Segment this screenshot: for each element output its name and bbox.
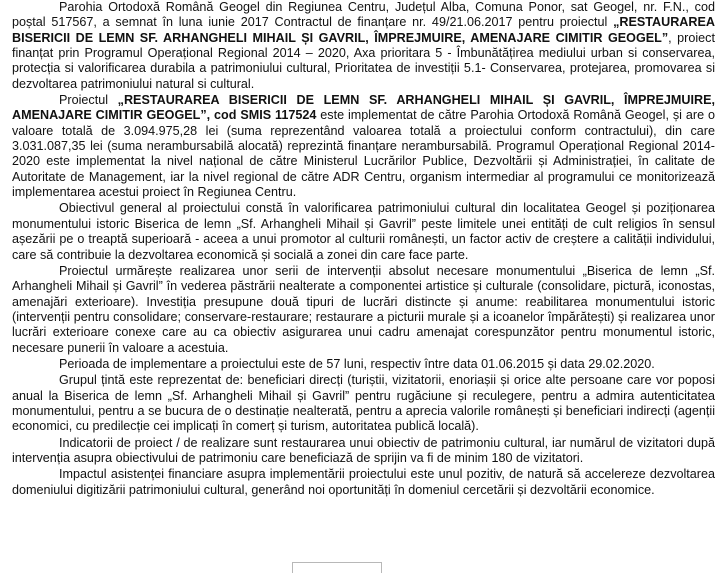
paragraph-intro-text-c: , proiect finanțat prin Programul Operațional Regional 2014 – 2020, Axa prioritara 5 - Îmbunătățirea mediului urban si conservarea, protecția si valorificarea durabila a patrimoniului cultural, Prioritatea de investiții 5.1- Conservarea, protejarea, promovarea si dezvoltarea patrimoniului natural si cultural. (12, 30, 715, 91)
paragraph-project-value-text-c: este implementat de către Parohia Ortodoxă Română Geogel, și are o valoare totală de 3.094.975,28 lei (suma reprezentând valoarea totală a proiectului conform contractului), din care 3.031.087,35 lei (suma nerambursabilă alocată) reprezintă finanțare nerambursabilă. Programul Operațional Regional 2014-2020 este implementat la nivel național de către Ministerul Lucrărilor Publice, Dezvoltării și Administrației, în calitate de Autoritate de Management, iar la nivel regional de către ADR Centru, organism intermediar al programului ce monitorizează implementarea acestui proiect în Regiunea Centru. (12, 108, 715, 200)
paragraph-project-value-text-a: Proiectul (59, 93, 118, 108)
page-footer-box (292, 562, 382, 573)
paragraph-interventions: Proiectul urmărește realizarea unor serii de intervenții absolut necesare monumentului „Biserica de lemn „Sf. Arhangheli Mihail și Gavril” în vederea păstrării nealterate a componentei artistice și culturale (consolidare, pictură, iconostas, amenajări exterioare). Investiția presupune două tipuri de lucrări distincte și anume: reabilitarea monumentului istoric (intervenții pentru consolidare; conservare-restaurare; restaurare a picturii murale și a icoanelor împărătești) și realizarea unor lucrări exterioare conexe care au ca obiectiv asigurarea unui cadru amenajat corespunzător pentru monumentul istoric, necesare punerii în valoare a acestuia. (12, 263, 715, 355)
project-title-bold: „RESTAURAREA BISERICII DE LEMN SF. ARHANGHELI MIHAIL ȘI GAVRIL, ÎMPREJMUIRE, AMENAJARE CIMITIR GEOGEL” (12, 15, 715, 45)
paragraph-project-value (12, 93, 715, 200)
paragraph-intro (12, 0, 715, 92)
project-title-smis-bold: „RESTAURAREA BISERICII DE LEMN SF. ARHANGHELI MIHAIL ȘI GAVRIL, ÎMPREJMUIRE, AMENAJARE CIMITIR GEOGEL”, cod SMIS 117524 (12, 93, 716, 123)
paragraph-indicators: Indicatorii de proiect / de realizare sunt restaurarea unui obiectiv de patrimoniu cultural, iar numărul de vizitatori după intervenția asupra obiectivului de patrimoniu care beneficiază de sprijin va fi de minim 180 de vizitatori. (12, 435, 715, 465)
paragraph-intro-text-a: Parohia Ortodoxă Română Geogel din Regiunea Centru, Județul Alba, Comuna Ponor, sat Geogel, nr. F.N., cod poștal 517567, a semnat în luna iunie 2017 Contractul de finanțare nr. 49/21.06.2017 pentru proiectul (12, 0, 715, 30)
paragraph-general-objective: Obiectivul general al proiectului constă în valorificarea patrimoniului cultural din localitatea Geogel și poziționarea monumentului istoric Biserica de lemn „Sf. Arhangheli Mihail și Gavril” peste limitele unei entități de cult religios în sensul așezării pe o treaptă superioară - aceea a unui promotor al culturii românești, un factor activ de creștere a calității individului, care să contribuie la dezvoltarea economică și socială a zonei din care face parte. (12, 201, 715, 262)
paragraph-impact: Impactul asistenței financiare asupra implementării proiectului este unul pozitiv, de natură să accelereze dezvoltarea domeniului digitizării patrimoniului cultural, generând noi oportunități în domeniul cercetării și dezvoltării economice. (12, 467, 715, 497)
paragraph-implementation-period: Perioada de implementare a proiectului este de 57 luni, respectiv între data 01.06.2015 și data 29.02.2020. (59, 356, 655, 371)
paragraph-target-group: Grupul țintă este reprezentat de: beneficiari direcți (turiștii, vizitatorii, enoriașii și orice alte persoane care vor poposi anual la Biserica de lemn „Sf. Arhangheli Mihail și Gavril” pentru rugăciune și reculegere, pentru a admira autenticitatea monumentului, pentru a se bucura de o destinație nealterată, pentru a aprecia valorile românești și beneficiari indirecți (agenții economici, cu predilecție cei implicați în comerț și turism, autoritatea publică locală). (12, 373, 715, 434)
